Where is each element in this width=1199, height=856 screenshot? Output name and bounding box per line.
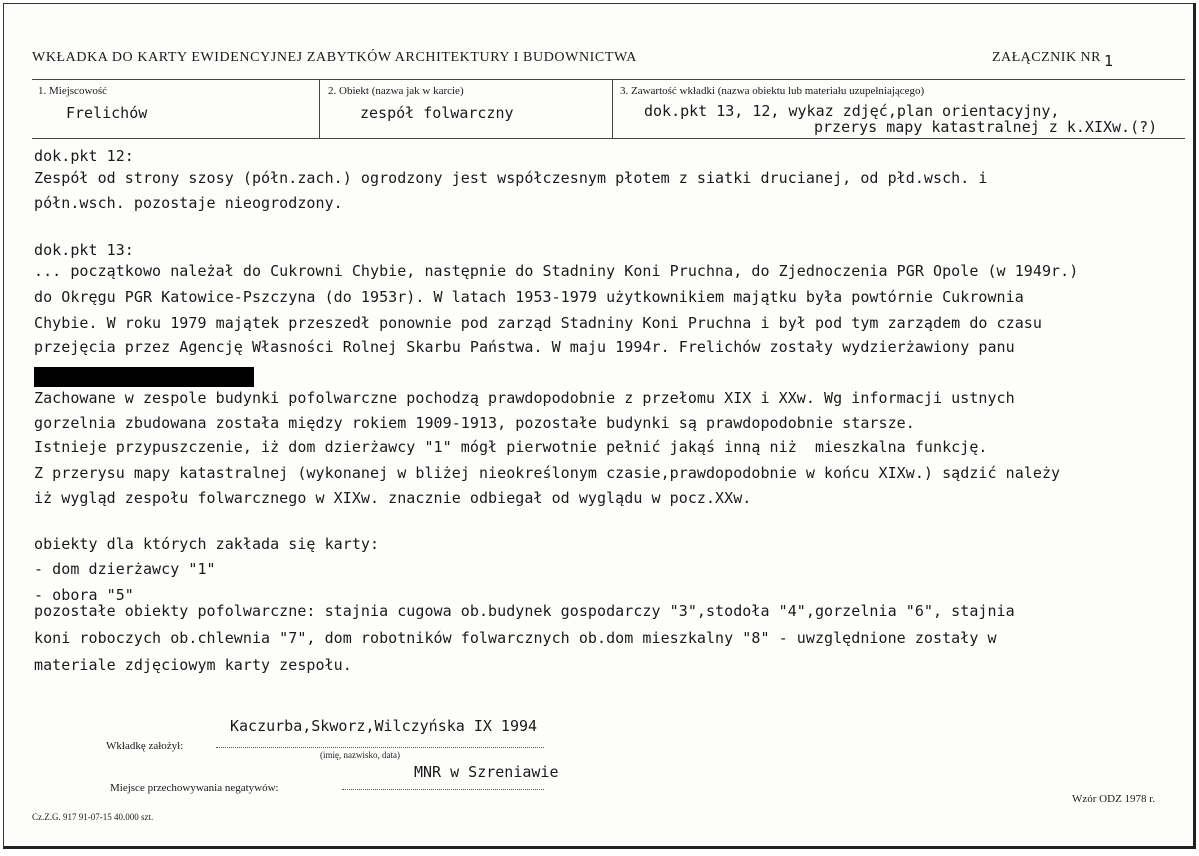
print-code: Cz.Z.G. 917 91-07-15 40.000 szt. bbox=[32, 812, 154, 822]
body-line: półn.wsch. pozostaje nieogrodzony. bbox=[34, 194, 343, 212]
annex-label: ZAŁĄCZNIK NR bbox=[991, 50, 1101, 65]
locality-label: 1. Miejscowość bbox=[38, 85, 108, 97]
compiler-dotted-line bbox=[216, 746, 544, 748]
negatives-value: MNR w Szreniawie bbox=[414, 763, 559, 781]
body-line: obiekty dla których zakłada się karty: bbox=[34, 535, 380, 553]
body-line: materiale zdjęciowym karty zespołu. bbox=[34, 656, 352, 674]
object-label: 2. Obiekt (nazwa jak w karcie) bbox=[328, 85, 464, 97]
body-line: przejęcia przez Agencję Własności Rolnej Skarbu Państwa. W maju 1994r. Frelichów zostały wydzierżawiony panu bbox=[34, 338, 1015, 356]
compiler-value: Kaczurba,Skworz,Wilczyńska IX 1994 bbox=[230, 717, 538, 735]
contents-value-line1: dok.pkt 13, 12, wykaz zdjęć,plan orientacyjny, bbox=[644, 102, 1060, 120]
locality-value: Frelichów bbox=[66, 104, 148, 122]
form-title: WKŁADKA DO KARTY EWIDENCYJNEJ ZABYTKÓW ARCHITEKTURY I BUDOWNICTWA bbox=[32, 50, 637, 65]
negatives-label: Miejsce przechowywania negatywów: bbox=[110, 782, 279, 794]
body-line: dok.pkt 13: bbox=[34, 241, 134, 259]
body-line: Istnieje przypuszczenie, iż dom dzierżawcy "1" mógł pierwotnie pełnić jakąś inną niż mieszkalna funkcję. bbox=[34, 438, 988, 456]
contents-value-line2: przerys mapy katastralnej z k.XIXw.(?) bbox=[814, 118, 1158, 136]
compiler-label: Wkładkę założył: bbox=[106, 740, 184, 752]
object-value: zespół folwarczny bbox=[360, 104, 514, 122]
body-line: Zachowane w zespole budynki pofolwarczne pochodzą prawdopodobnie z przełomu XIX i XXw. Wg informacji ustnych bbox=[34, 389, 1015, 407]
body-line: - dom dzierżawcy "1" bbox=[34, 560, 216, 578]
annex-number: 1 bbox=[1103, 52, 1113, 70]
body-line: Chybie. W roku 1979 majątek przeszedł ponownie pod zarząd Stadniny Koni Pruchna i był pod tym zarządem do czasu bbox=[34, 314, 1042, 332]
body-line: Zespół od strony szosy (półn.zach.) ogrodzony jest współczesnym płotem z siatki drucianej, od płd.wsch. i bbox=[34, 169, 988, 187]
contents-label: 3. Zawartość wkładki (nazwa obiektu lub materiału uzupełniającego) bbox=[620, 85, 925, 97]
body-line: iż wygląd zespołu folwarcznego w XIXw. znacznie odbiegał od wyglądu w pocz.XXw. bbox=[34, 489, 752, 507]
body-line: gorzelnia zbudowana została między rokiem 1909-1913, pozostałe budynki są prawdopodobnie starsze. bbox=[34, 414, 915, 432]
body-line: dok.pkt 12: bbox=[34, 147, 134, 165]
field-divider bbox=[319, 80, 320, 138]
body-line: Z przerysu mapy katastralnej (wykonanej w bliżej nieokreślonym czasie,prawdopodobnie w końcu XIXw.) sądzić należy bbox=[34, 464, 1061, 482]
body-line: koni roboczych ob.chlewnia "7", dom robotników folwarcznych ob.dom mieszkalny "8" - uwzględnione zostały w bbox=[34, 629, 997, 647]
negatives-dotted-line bbox=[342, 788, 544, 790]
form-model: Wzór ODZ 1978 r. bbox=[1072, 793, 1156, 805]
redaction-bar bbox=[34, 367, 254, 387]
body-line: do Okręgu PGR Katowice-Pszczyna (do 1953r). W latach 1953-1979 użytkownikiem majątku była powtórnie Cukrownia bbox=[34, 288, 1024, 306]
compiler-hint: (imię, nazwisko, data) bbox=[320, 750, 400, 760]
body-line: - obora "5" bbox=[34, 586, 134, 604]
field-divider bbox=[612, 80, 613, 138]
body-line: ... początkowo należał do Cukrowni Chybie, następnie do Stadniny Koni Pruchna, do Zjednoczenia PGR Opole (w 1949r.) bbox=[34, 262, 1079, 280]
body-line: pozostałe obiekty pofolwarczne: stajnia cugowa ob.budynek gospodarczy "3",stodoła "4",gorzelnia "6", stajnia bbox=[34, 602, 1015, 620]
record-insert-form bbox=[3, 3, 1196, 849]
field-row bbox=[32, 79, 1185, 139]
